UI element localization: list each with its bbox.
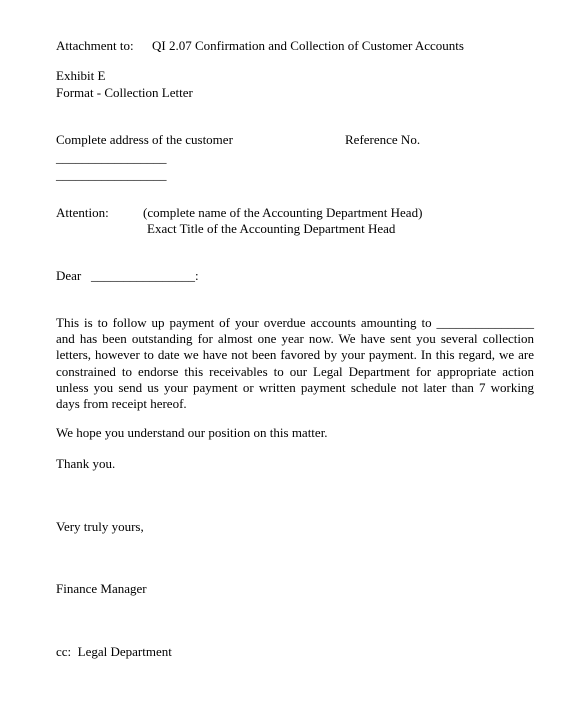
body-paragraph-2: We hope you understand our position on this matter. bbox=[56, 425, 328, 440]
valediction: Very truly yours, bbox=[56, 519, 144, 534]
reference-number-label: Reference No. bbox=[345, 132, 421, 147]
attention-name-line: (complete name of the Accounting Department Head) bbox=[143, 205, 423, 220]
customer-address-label: Complete address of the customer bbox=[56, 132, 233, 147]
attention-title-line: Exact Title of the Accounting Department Head bbox=[147, 221, 396, 236]
exhibit-name: Exhibit E bbox=[56, 68, 106, 83]
thank-you-line: Thank you. bbox=[56, 456, 116, 471]
attention-label: Attention: bbox=[56, 205, 109, 220]
cc-line: cc: Legal Department bbox=[56, 644, 172, 659]
address-blank-line-1: _________________ bbox=[56, 150, 167, 165]
salutation-dear: Dear bbox=[56, 268, 82, 283]
signatory-title: Finance Manager bbox=[56, 581, 147, 596]
attachment-label: Attachment to: bbox=[56, 38, 134, 53]
attachment-title: QI 2.07 Confirmation and Collection of Customer Accounts bbox=[152, 38, 464, 53]
address-blank-line-2: _________________ bbox=[56, 167, 167, 182]
exhibit-format: Format - Collection Letter bbox=[56, 85, 193, 100]
salutation-blank: ________________: bbox=[91, 268, 199, 283]
body-paragraph-1: This is to follow up payment of your overdue accounts amounting to _______________ and has been outstanding for almost one year now. We have sent you several collection letters, however to date we have not been favored by your payment. In this regard, we are constrained to endorse this receivables to our Legal Department for appropriate action unless you send us your payment or written payment schedule not later than 7 working days from receipt hereof. bbox=[56, 315, 534, 412]
